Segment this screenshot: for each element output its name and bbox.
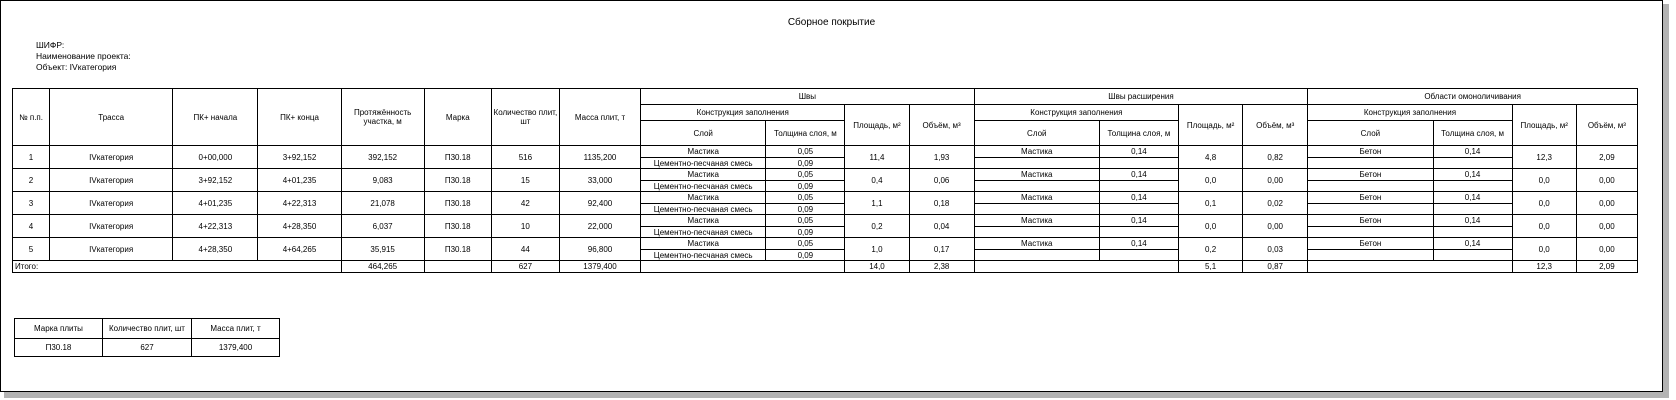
header-count: Количество плит, шт [491, 89, 559, 146]
totals-count: 627 [491, 261, 559, 273]
meta-object: Объект: IVкатегория [36, 62, 117, 72]
row-exp-layer-empty [974, 227, 1099, 238]
row-seam-thickness: 0,09 [766, 158, 845, 169]
row-seam-layer: Мастика [641, 192, 766, 204]
row-mass: 96,800 [559, 238, 640, 261]
totals-exp-area: 5,1 [1179, 261, 1243, 273]
row-length: 9,083 [341, 169, 424, 192]
header-length: Протяжённость участка, м [341, 89, 424, 146]
row-mass: 22,000 [559, 215, 640, 238]
row-mono-layer: Бетон [1308, 169, 1433, 181]
summary-header-mass: Масса плит, т [192, 319, 280, 339]
summary-header-mark: Марка плиты [15, 319, 103, 339]
header-seams-thickness: Толщина слоя, м [766, 121, 845, 146]
row-exp-thickness-empty [1099, 227, 1178, 238]
totals-seam-volume: 2,38 [909, 261, 974, 273]
row-mono-area: 12,3 [1512, 146, 1576, 169]
row-exp-area: 0,0 [1179, 169, 1243, 192]
row-seam-area: 11,4 [845, 146, 909, 169]
row-mono-area: 0,0 [1512, 169, 1576, 192]
header-seams: Швы [641, 89, 975, 105]
row-seam-layer: Цементно-песчаная смесь [641, 181, 766, 192]
row-mass: 92,400 [559, 192, 640, 215]
row-seam-thickness: 0,05 [766, 238, 845, 250]
totals-label: Итого: [13, 261, 342, 273]
row-length: 21,078 [341, 192, 424, 215]
row-mark: П30.18 [424, 146, 491, 169]
row-pk-end: 4+22,313 [258, 192, 341, 215]
totals-mass: 1379,400 [559, 261, 640, 273]
header-exp-area: Площадь, м² [1179, 105, 1243, 146]
header-pk-end: ПК+ конца [258, 89, 341, 146]
row-exp-layer-empty [974, 250, 1099, 261]
row-mono-layer: Бетон [1308, 238, 1433, 250]
row-seam-area: 0,2 [845, 215, 909, 238]
row-mark: П30.18 [424, 238, 491, 261]
row-route: IVкатегория [50, 215, 173, 238]
row-pk-end: 4+28,350 [258, 215, 341, 238]
header-mono-thickness: Толщина слоя, м [1433, 121, 1512, 146]
row-count: 44 [491, 238, 559, 261]
row-exp-thickness-empty [1099, 204, 1178, 215]
header-pk-start: ПК+ начала [173, 89, 258, 146]
row-mono-thickness-empty [1433, 250, 1512, 261]
header-monolithing: Области омоноличивания [1308, 89, 1638, 105]
row-mass: 33,000 [559, 169, 640, 192]
row-pk-start: 3+92,152 [173, 169, 258, 192]
totals-exp-volume: 0,87 [1243, 261, 1308, 273]
row-seam-layer: Мастика [641, 146, 766, 158]
totals-mark-empty [424, 261, 491, 273]
row-seam-layer: Мастика [641, 169, 766, 181]
coating-table [12, 88, 1638, 273]
totals-mono-volume: 2,09 [1576, 261, 1637, 273]
summary-mass: 1379,400 [192, 339, 280, 357]
row-mono-volume: 2,09 [1576, 146, 1637, 169]
header-expansion-seams: Швы расширения [974, 89, 1308, 105]
sheet-shadow-right [1663, 4, 1669, 396]
table-row [13, 146, 1638, 158]
row-exp-thickness: 0,14 [1099, 192, 1178, 204]
row-pk-start: 4+28,350 [173, 238, 258, 261]
header-mark: Марка [424, 89, 491, 146]
row-seam-layer: Цементно-песчаная смесь [641, 204, 766, 215]
summary-count: 627 [103, 339, 192, 357]
row-pk-end: 3+92,152 [258, 146, 341, 169]
row-mono-layer: Бетон [1308, 146, 1433, 158]
row-exp-thickness: 0,14 [1099, 146, 1178, 158]
row-seam-layer: Цементно-песчаная смесь [641, 227, 766, 238]
row-num: 1 [13, 146, 50, 169]
table-row [13, 238, 1638, 250]
totals-row [13, 261, 1638, 273]
header-seams-layer: Слой [641, 121, 766, 146]
row-mono-area: 0,0 [1512, 192, 1576, 215]
row-exp-volume: 0,00 [1243, 215, 1308, 238]
row-mono-thickness: 0,14 [1433, 192, 1512, 204]
row-mono-volume: 0,00 [1576, 215, 1637, 238]
row-pk-start: 4+22,313 [173, 215, 258, 238]
row-mono-thickness: 0,14 [1433, 215, 1512, 227]
summary-mark: П30.18 [15, 339, 103, 357]
table-row [13, 215, 1638, 227]
header-mono-area: Площадь, м² [1512, 105, 1576, 146]
row-exp-layer: Мастика [974, 238, 1099, 250]
row-exp-area: 4,8 [1179, 146, 1243, 169]
row-mono-area: 0,0 [1512, 238, 1576, 261]
row-seam-area: 1,1 [845, 192, 909, 215]
row-mono-thickness: 0,14 [1433, 146, 1512, 158]
row-pk-start: 4+01,235 [173, 192, 258, 215]
row-exp-area: 0,1 [1179, 192, 1243, 215]
row-exp-layer: Мастика [974, 146, 1099, 158]
sheet-shadow-bottom [4, 392, 1669, 398]
row-exp-area: 0,0 [1179, 215, 1243, 238]
row-exp-layer-empty [974, 158, 1099, 169]
row-seam-layer: Мастика [641, 215, 766, 227]
row-mark: П30.18 [424, 192, 491, 215]
summary-table [14, 318, 280, 357]
row-exp-thickness: 0,14 [1099, 169, 1178, 181]
row-route: IVкатегория [50, 238, 173, 261]
row-mark: П30.18 [424, 215, 491, 238]
totals-seam-filling-empty [641, 261, 845, 273]
table-row [13, 169, 1638, 181]
row-route: IVкатегория [50, 146, 173, 169]
row-seam-volume: 0,06 [909, 169, 974, 192]
row-seam-volume: 0,18 [909, 192, 974, 215]
row-count: 15 [491, 169, 559, 192]
row-seam-thickness: 0,09 [766, 204, 845, 215]
row-mono-layer-empty [1308, 204, 1433, 215]
row-mono-volume: 0,00 [1576, 238, 1637, 261]
row-count: 10 [491, 215, 559, 238]
row-num: 2 [13, 169, 50, 192]
row-seam-layer: Цементно-песчаная смесь [641, 158, 766, 169]
totals-length: 464,265 [341, 261, 424, 273]
header-mono-filling: Конструкция заполнения [1308, 105, 1512, 121]
row-length: 6,037 [341, 215, 424, 238]
row-seam-thickness: 0,05 [766, 146, 845, 158]
row-exp-layer-empty [974, 204, 1099, 215]
table-row [13, 192, 1638, 204]
row-route: IVкатегория [50, 169, 173, 192]
row-mono-layer-empty [1308, 227, 1433, 238]
row-num: 4 [13, 215, 50, 238]
header-seams-area: Площадь, м² [845, 105, 909, 146]
row-exp-volume: 0,02 [1243, 192, 1308, 215]
totals-mono-area: 12,3 [1512, 261, 1576, 273]
row-mono-thickness-empty [1433, 158, 1512, 169]
row-seam-area: 0,4 [845, 169, 909, 192]
header-mono-volume: Объём, м³ [1576, 105, 1637, 146]
meta-project-name: Наименование проекта: [36, 51, 131, 61]
row-mono-area: 0,0 [1512, 215, 1576, 238]
row-mono-thickness: 0,14 [1433, 169, 1512, 181]
row-seam-volume: 1,93 [909, 146, 974, 169]
totals-exp-filling-empty [974, 261, 1178, 273]
row-exp-volume: 0,82 [1243, 146, 1308, 169]
row-seam-area: 1,0 [845, 238, 909, 261]
header-seams-volume: Объём, м³ [909, 105, 974, 146]
row-mono-volume: 0,00 [1576, 192, 1637, 215]
row-exp-area: 0,2 [1179, 238, 1243, 261]
totals-seam-area: 14,0 [845, 261, 909, 273]
row-mono-layer: Бетон [1308, 192, 1433, 204]
row-exp-thickness-empty [1099, 250, 1178, 261]
row-mono-thickness-empty [1433, 227, 1512, 238]
row-exp-layer: Мастика [974, 169, 1099, 181]
row-pk-end: 4+64,265 [258, 238, 341, 261]
header-route: Трасса [50, 89, 173, 146]
header-exp-volume: Объём, м³ [1243, 105, 1308, 146]
row-mono-layer: Бетон [1308, 215, 1433, 227]
row-seam-layer: Мастика [641, 238, 766, 250]
header-mass: Масса плит, т [559, 89, 640, 146]
row-pk-start: 0+00,000 [173, 146, 258, 169]
row-exp-layer: Мастика [974, 192, 1099, 204]
row-num: 5 [13, 238, 50, 261]
row-mark: П30.18 [424, 169, 491, 192]
row-mono-layer-empty [1308, 181, 1433, 192]
row-seam-volume: 0,17 [909, 238, 974, 261]
document-title: Сборное покрытие [787, 17, 876, 28]
row-exp-thickness: 0,14 [1099, 238, 1178, 250]
header-seams-filling: Конструкция заполнения [641, 105, 845, 121]
row-seam-thickness: 0,09 [766, 250, 845, 261]
header-num: № п.п. [13, 89, 50, 146]
row-seam-thickness: 0,05 [766, 169, 845, 181]
row-mono-layer-empty [1308, 158, 1433, 169]
row-seam-thickness: 0,09 [766, 181, 845, 192]
row-seam-thickness: 0,05 [766, 192, 845, 204]
header-exp-layer: Слой [974, 121, 1099, 146]
header-mono-layer: Слой [1308, 121, 1433, 146]
row-mono-thickness: 0,14 [1433, 238, 1512, 250]
row-seam-thickness: 0,09 [766, 227, 845, 238]
row-exp-thickness: 0,14 [1099, 215, 1178, 227]
row-num: 3 [13, 192, 50, 215]
row-mono-thickness-empty [1433, 204, 1512, 215]
row-length: 35,915 [341, 238, 424, 261]
row-route: IVкатегория [50, 192, 173, 215]
row-exp-layer-empty [974, 181, 1099, 192]
row-exp-volume: 0,03 [1243, 238, 1308, 261]
header-exp-filling: Конструкция заполнения [974, 105, 1178, 121]
row-pk-end: 4+01,235 [258, 169, 341, 192]
row-exp-volume: 0,00 [1243, 169, 1308, 192]
row-length: 392,152 [341, 146, 424, 169]
row-mono-layer-empty [1308, 250, 1433, 261]
row-mono-volume: 0,00 [1576, 169, 1637, 192]
row-exp-thickness-empty [1099, 181, 1178, 192]
row-exp-layer: Мастика [974, 215, 1099, 227]
row-seam-layer: Цементно-песчаная смесь [641, 250, 766, 261]
row-seam-thickness: 0,05 [766, 215, 845, 227]
row-exp-thickness-empty [1099, 158, 1178, 169]
row-seam-volume: 0,04 [909, 215, 974, 238]
row-mono-thickness-empty [1433, 181, 1512, 192]
totals-mono-filling-empty [1308, 261, 1512, 273]
row-mass: 1135,200 [559, 146, 640, 169]
summary-header-count: Количество плит, шт [103, 319, 192, 339]
header-exp-thickness: Толщина слоя, м [1099, 121, 1178, 146]
row-count: 42 [491, 192, 559, 215]
row-count: 516 [491, 146, 559, 169]
meta-cipher: ШИФР: [36, 40, 65, 50]
